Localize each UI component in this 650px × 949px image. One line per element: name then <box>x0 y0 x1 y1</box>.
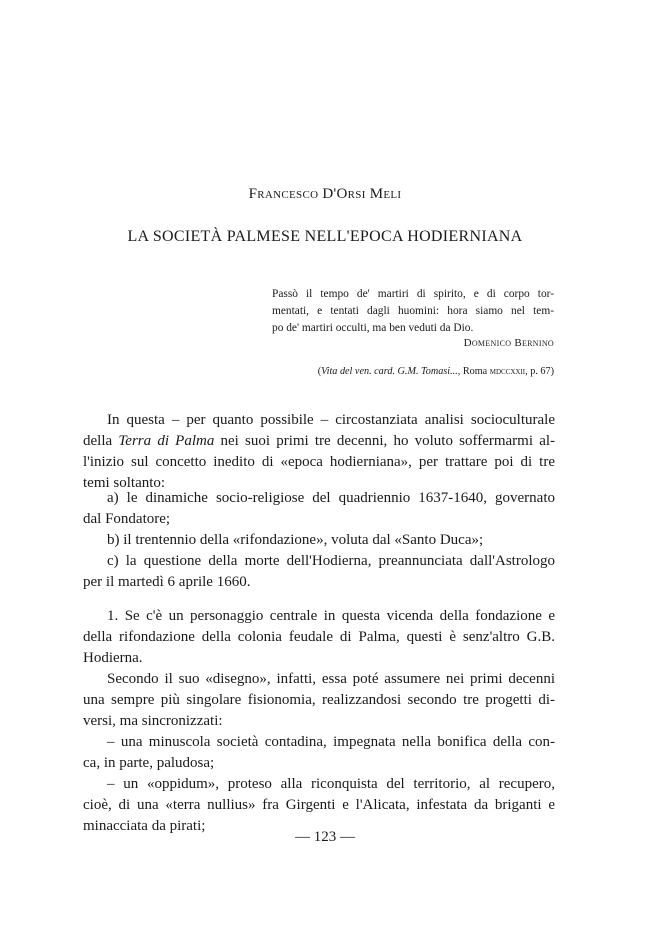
text-line: 1. Se c'è un personaggio centrale in questa vicenda della fondazione e <box>107 608 555 624</box>
list-item: per il martedì 6 aprile 1660. <box>83 574 251 590</box>
text-line: Secondo il suo «disegno», infatti, essa poté assumere nei primi decenni <box>107 671 555 687</box>
text-line: – una minuscola società contadina, impegnata nella bonifica della con- <box>107 734 555 750</box>
source-page: , p. 67) <box>525 366 554 377</box>
section-1 <box>83 606 555 837</box>
text-fragment: nei suoi primi tre decenni, ho voluto soffermarmi al- <box>214 433 556 449</box>
list-item: b) il trentennio della «rifondazione», voluta dal «Santo Duca»; <box>107 532 484 548</box>
epigraph-source: (Vita del ven. card. G.M. Tomasi..., Roma mdccxxii, p. 67) <box>317 366 554 377</box>
article-author <box>0 186 650 203</box>
text-line: cioè, di una «terra nullius» fra Girgenti e l'Alicata, infestata da briganti e <box>83 797 555 813</box>
author-name: Francesco D'Orsi Meli <box>248 186 402 202</box>
epigraph-quote <box>272 286 554 337</box>
text-line: versi, ma sincronizzati: <box>83 713 223 729</box>
list-item: c) la questione della morte dell'Hodierna, preannunciata dall'Astrologo <box>107 553 555 569</box>
text-line: In questa – per quanto possibile – circostanziata analisi socioculturale <box>107 412 555 428</box>
epigraph-line: Passò il tempo de' martiri di spirito, e di corpo tor- <box>272 288 554 300</box>
page-number: — 123 — <box>295 829 355 845</box>
text-line: temi soltanto: <box>83 475 166 491</box>
text-line: una sempre più singolare fisionomia, realizzandosi secondo tre progetti di- <box>83 692 555 708</box>
text-line: ca, in parte, paludosa; <box>83 755 215 771</box>
intro-paragraph <box>83 410 555 494</box>
epigraph-author: Domenico Bernino <box>463 337 554 349</box>
topic-list <box>83 488 555 593</box>
source-year: mdccxxii <box>489 366 526 377</box>
article-title: LA SOCIETÀ PALMESE NELL'EPOCA HODIERNIANA <box>127 228 523 245</box>
list-item: dal Fondatore; <box>83 511 171 527</box>
epigraph-line: po de' martiri occulti, ma ben veduti da Dio. <box>272 322 474 334</box>
text-line: l'inizio sul concetto inedito di «epoca hodierniana», per trattare poi di tre <box>83 454 555 470</box>
text-fragment: della <box>83 433 119 449</box>
text-line <box>83 431 555 452</box>
source-title: Vita del ven. card. G.M. Tomasi... <box>321 366 458 377</box>
emphasis-text: Terra di Palma <box>118 433 215 449</box>
text-line: – un «oppidum», proteso alla riconquista del territorio, al recupero, <box>107 776 555 792</box>
list-item: a) le dinamiche socio-religiose del quadriennio 1637-1640, governato <box>107 490 555 506</box>
text-line: Hodierna. <box>83 650 143 666</box>
text-line: minacciata da pirati; <box>83 818 206 834</box>
source-place: , Roma <box>457 366 490 377</box>
epigraph-line: mentati, e tentati dagli huomini: hora siamo nel tem- <box>272 305 554 317</box>
text-line: della rifondazione della colonia feudale di Palma, questi è senz'altro G.B. <box>83 629 555 645</box>
